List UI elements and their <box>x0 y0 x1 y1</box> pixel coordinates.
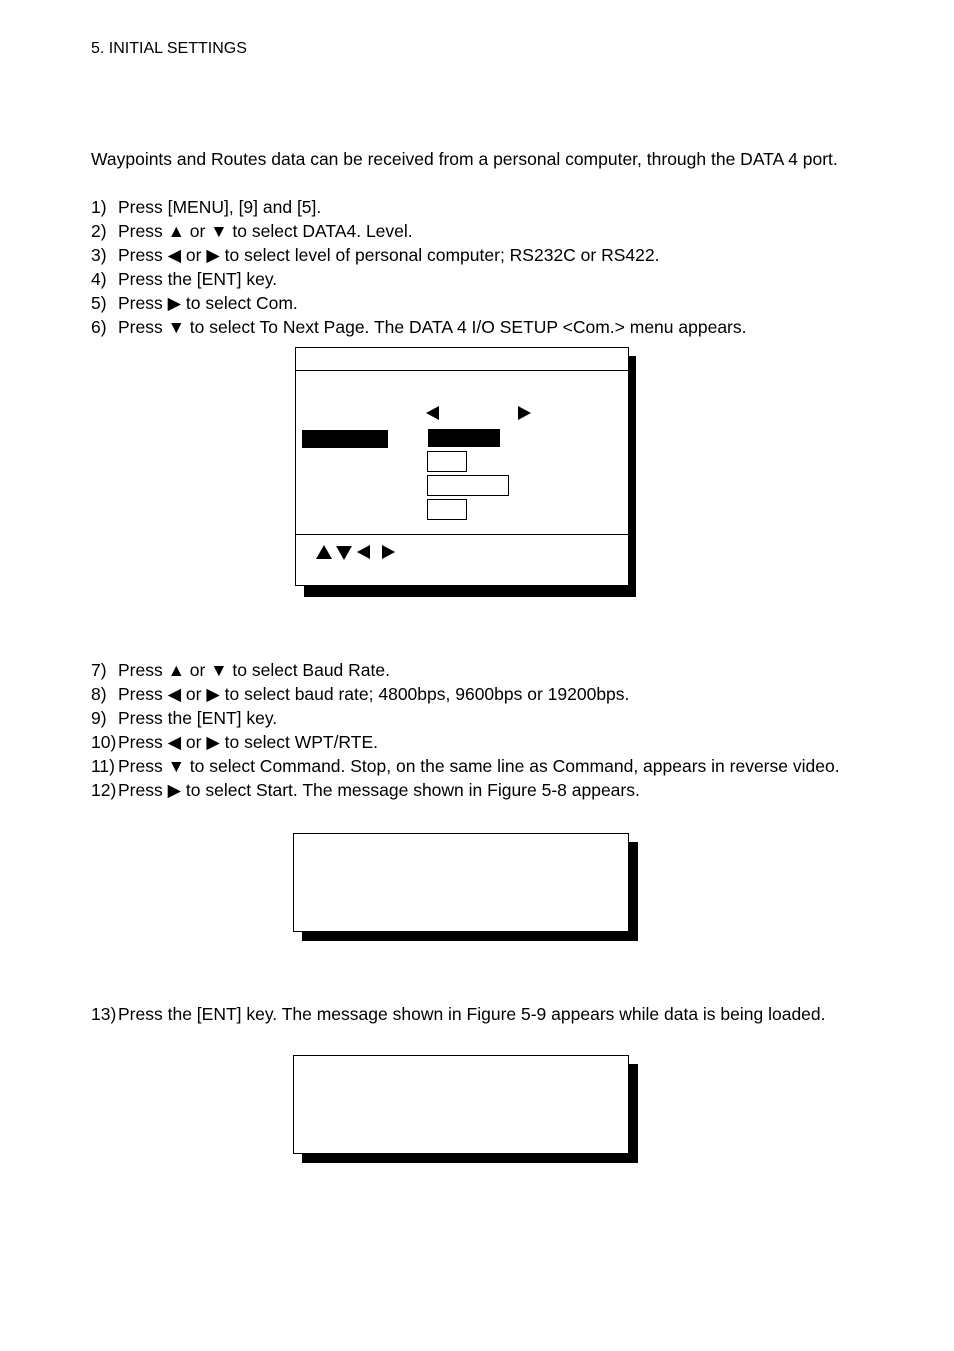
value-field <box>427 499 467 520</box>
step-number: 8) <box>91 684 107 705</box>
step-5 <box>91 291 851 315</box>
step-text: Press ▼ to select Command. Stop, on the same line as Command, appears in reverse video. <box>118 756 840 777</box>
step-number: 3) <box>91 245 107 266</box>
step-6 <box>91 315 851 339</box>
step-text: Press ◀ or ▶ to select baud rate; 4800bps, 9600bps or 19200bps. <box>118 684 630 705</box>
step-number: 12) <box>91 780 117 801</box>
step-text: Press ▲ or ▼ to select DATA4. Level. <box>118 221 413 242</box>
step-number: 4) <box>91 269 107 290</box>
section-header: 5. INITIAL SETTINGS <box>91 40 247 57</box>
step-4 <box>91 267 851 291</box>
menu-title-bar <box>296 348 628 371</box>
step-number: 13) <box>91 1004 117 1024</box>
up-arrow-icon <box>316 545 332 559</box>
data4-io-setup-menu-figure <box>295 347 631 588</box>
steps-list-b <box>91 658 851 803</box>
step-text: Press the [ENT] key. <box>118 708 278 729</box>
value-field <box>427 475 509 496</box>
left-arrow-icon <box>357 545 370 559</box>
step-10 <box>91 730 851 754</box>
menu-screen <box>295 347 629 586</box>
message-box <box>293 1055 629 1154</box>
step-1 <box>91 195 851 219</box>
step-text: Press ◀ or ▶ to select level of personal computer; RS232C or RS422. <box>118 245 660 266</box>
step-12 <box>91 778 851 802</box>
step-text: Press ▼ to select To Next Page. The DATA 4 I/O SETUP <Com.> menu appears. <box>118 317 747 338</box>
selected-item-highlight <box>302 430 388 448</box>
selected-value-highlight <box>428 429 500 447</box>
steps-list-a <box>91 195 851 340</box>
step-text: Press ◀ or ▶ to select WPT/RTE. <box>118 732 378 753</box>
step-11 <box>91 754 851 778</box>
intro-paragraph: Waypoints and Routes data can be received from a personal computer, through the DATA 4 port. <box>91 149 838 169</box>
message-box-figure-5-9 <box>293 1055 638 1163</box>
step-number: 2) <box>91 221 107 242</box>
step-13 <box>91 1002 851 1026</box>
step-text: Press the [ENT] key. <box>118 269 278 290</box>
value-field <box>427 451 467 472</box>
down-arrow-icon <box>336 546 352 560</box>
step-7 <box>91 658 851 682</box>
left-arrow-icon <box>426 406 439 420</box>
step-number: 10) <box>91 732 117 753</box>
message-box <box>293 833 629 932</box>
step-text: Press ▲ or ▼ to select Baud Rate. <box>118 660 390 680</box>
menu-footer-divider <box>296 534 628 535</box>
steps-list-c <box>91 1002 851 1026</box>
step-text: Press ▶ to select Start. The message shown in Figure 5-8 appears. <box>118 780 640 801</box>
step-text: Press [MENU], [9] and [5]. <box>118 197 322 217</box>
step-number: 1) <box>91 197 107 217</box>
right-arrow-icon <box>518 406 531 420</box>
step-number: 9) <box>91 708 107 729</box>
step-3 <box>91 243 851 267</box>
step-2 <box>91 219 851 243</box>
step-number: 6) <box>91 317 107 338</box>
step-number: 11) <box>91 756 115 777</box>
message-box-figure-5-8 <box>293 833 638 941</box>
step-text: Press ▶ to select Com. <box>118 293 298 314</box>
step-number: 5) <box>91 293 107 314</box>
step-9 <box>91 706 851 730</box>
right-arrow-icon <box>382 545 395 559</box>
step-text: Press the [ENT] key. The message shown in Figure 5-9 appears while data is being loaded. <box>118 1004 826 1024</box>
step-number: 7) <box>91 660 107 680</box>
step-8 <box>91 682 851 706</box>
